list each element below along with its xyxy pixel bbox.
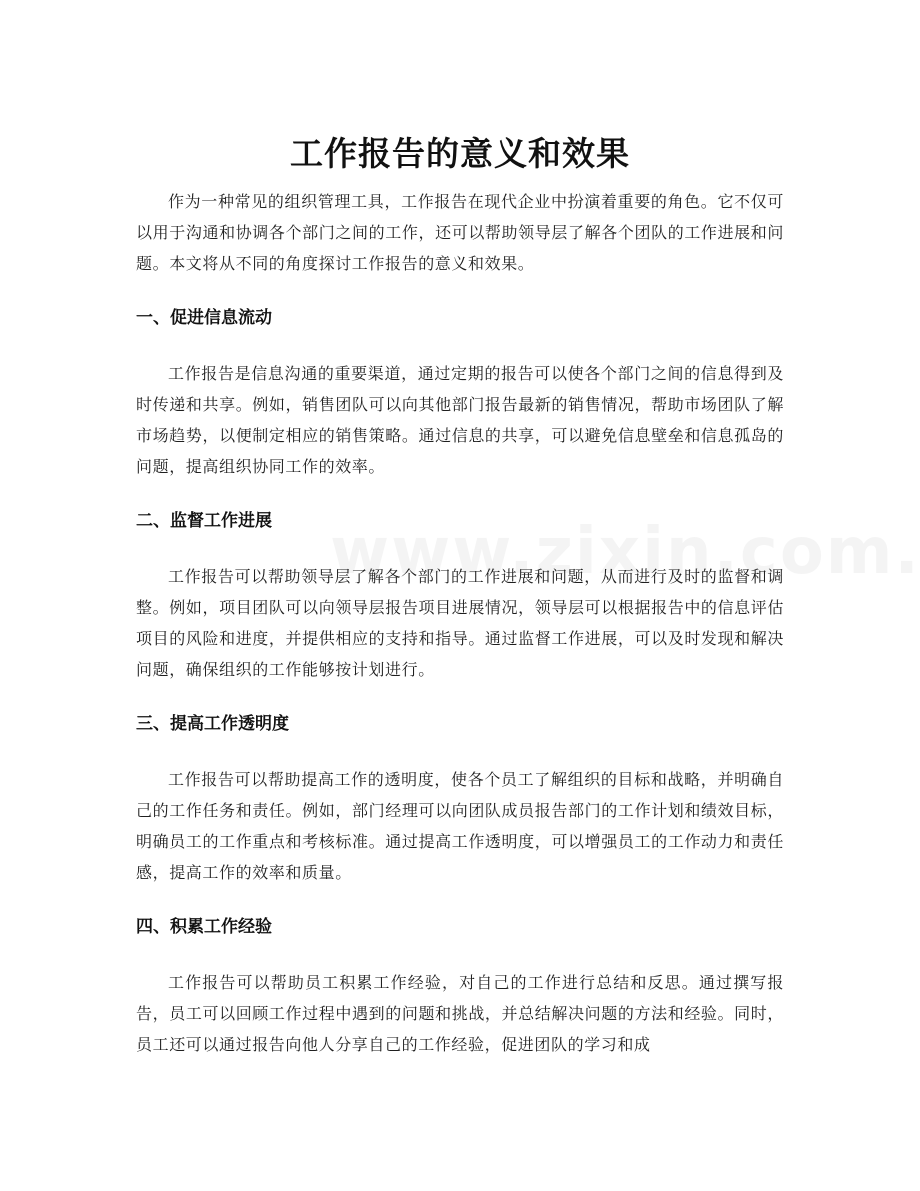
section-heading-2: 二、监督工作进展 — [136, 511, 272, 531]
document-title: 工作报告的意义和效果 — [290, 134, 630, 174]
section-heading-3: 三、提高工作透明度 — [136, 714, 289, 734]
section-paragraph-1: 工作报告是信息沟通的重要渠道，通过定期的报告可以使各个部门之间的信息得到及时传递和共享。例如，销售团队可以向其他部门报告最新的销售情况，帮助市场团队了解市场趋势，以便制定相应的销售策略。通过信息的共享，可以避免信息壁垒和信息孤岛的问题，提高组织协同工作的效率。 — [136, 364, 784, 476]
section-paragraph-3: 工作报告可以帮助提高工作的透明度，使各个员工了解组织的目标和战略，并明确自己的工作任务和责任。例如，部门经理可以向团队成员报告部门的工作计划和绩效目标，明确员工的工作重点和考核标准。通过提高工作透明度，可以增强员工的工作动力和责任感，提高工作的效率和质量。 — [136, 770, 784, 882]
section-paragraph-4: 工作报告可以帮助员工积累工作经验，对自己的工作进行总结和反思。通过撰写报告，员工可以回顾工作过程中遇到的问题和挑战，并总结解决问题的方法和经验。同时，员工还可以通过报告向他人分享自己的工作经验，促进团队的学习和成 — [136, 973, 784, 1054]
section-heading-1: 一、促进信息流动 — [136, 308, 272, 328]
intro-paragraph: 作为一种常见的组织管理工具，工作报告在现代企业中扮演着重要的角色。它不仅可以用于沟通和协调各个部门之间的工作，还可以帮助领导层了解各个团队的工作进展和问题。本文将从不同的角度探讨工作报告的意义和效果。 — [136, 192, 784, 273]
section-heading-4: 四、积累工作经验 — [136, 917, 272, 937]
document-body — [136, 186, 784, 1085]
section-paragraph-2: 工作报告可以帮助领导层了解各个部门的工作进展和问题，从而进行及时的监督和调整。例如，项目团队可以向领导层报告项目进展情况，领导层可以根据报告中的信息评估项目的风险和进度，并提供相应的支持和指导。通过监督工作进展，可以及时发现和解决问题，确保组织的工作能够按计划进行。 — [136, 567, 784, 679]
